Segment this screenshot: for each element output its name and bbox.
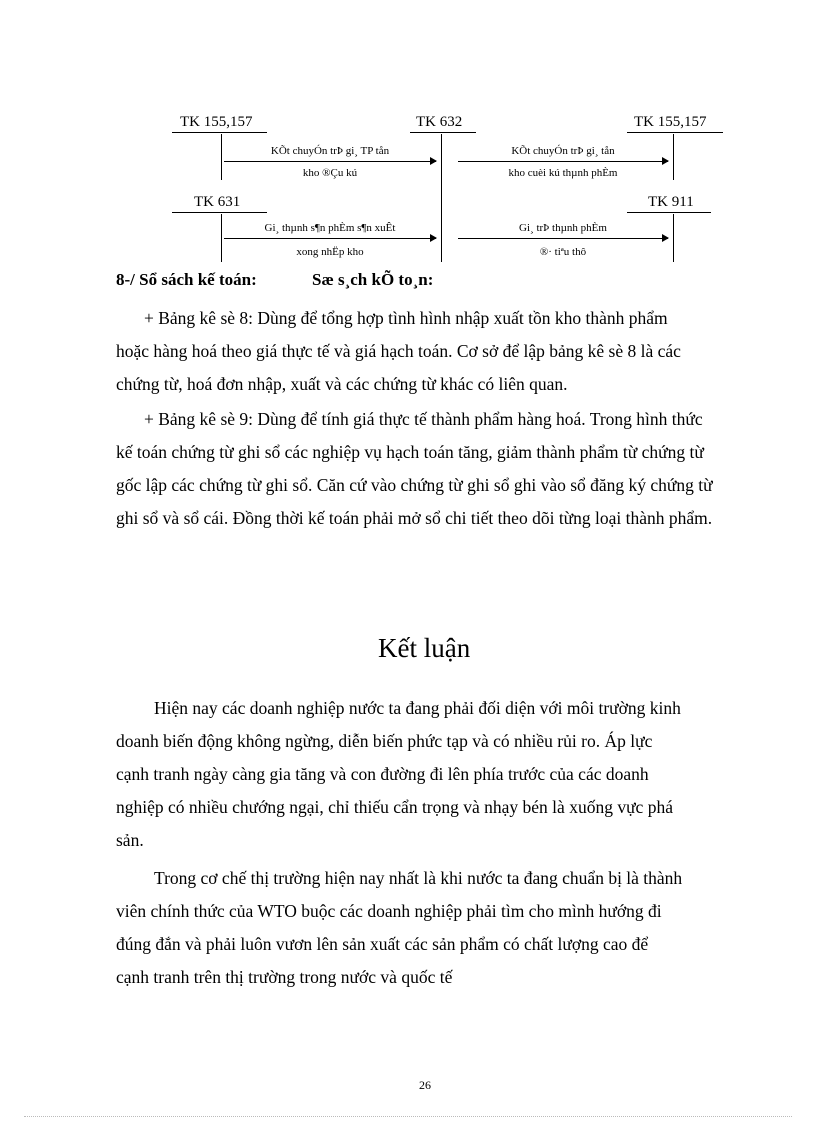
text-line: ghi sổ và sổ cái. Đồng thời kế toán phải mở sổ chi tiết theo dõi từng loại thành phẩm. bbox=[116, 508, 713, 528]
flow2-label-2: kho cuèi kú thµnh phÈm bbox=[508, 167, 618, 179]
flow4-label-2: ®· tiªu thô bbox=[539, 246, 587, 258]
t-account-line bbox=[221, 214, 222, 262]
flow2-arrow bbox=[458, 161, 668, 162]
account-underline bbox=[410, 132, 476, 133]
text-line: đúng đắn và phải luôn vươn lên sản xuất các sản phẩm có chất lượng cao để bbox=[116, 934, 649, 954]
t-account-line bbox=[673, 134, 674, 180]
text-line: Trong cơ chế thị trường hiện nay nhất là khi nước ta đang chuẩn bị là thành bbox=[154, 868, 683, 888]
flow1-label: KÕt chuyÓn trÞ gi¸ TP tån bbox=[270, 145, 390, 157]
conclusion-paragraph-2 bbox=[116, 862, 740, 994]
text-line: cạnh tranh trên thị trường trong nước và quốc tế bbox=[116, 967, 453, 987]
t-account-line bbox=[673, 214, 674, 262]
text-line: chứng từ, hoá đơn nhập, xuất và các chứng từ khác có liên quan. bbox=[116, 374, 568, 394]
t-account-line bbox=[221, 134, 222, 180]
bang-ke-9-paragraph bbox=[116, 403, 740, 535]
text-line: viên chính thức của WTO buộc các doanh nghiệp phải tìm cho mình hướng đi bbox=[116, 901, 662, 921]
account-underline bbox=[627, 132, 723, 133]
account-tk155-right: TK 155,157 bbox=[634, 114, 707, 130]
flow3-label: Gi¸ thµnh s¶n phÈm s¶n xuÊt bbox=[264, 222, 396, 234]
conclusion-title: Kết luận bbox=[378, 633, 471, 663]
account-tk631: TK 631 bbox=[194, 194, 241, 210]
flow1-label-2: kho ®Çu kú bbox=[302, 167, 358, 179]
text-line: sản. bbox=[116, 830, 144, 850]
text-line: nghiệp có nhiều chướng ngại, chỉ thiếu cẩn trọng và nhạy bén là xuống vực phá bbox=[116, 797, 673, 817]
account-tk911: TK 911 bbox=[648, 194, 694, 210]
account-underline bbox=[627, 212, 711, 213]
flow3-label-2: xong nhËp kho bbox=[296, 246, 364, 258]
text-line: gốc lập các chứng từ ghi sổ. Căn cứ vào chứng từ ghi sổ ghi vào sổ đăng ký chứng từ bbox=[116, 475, 713, 495]
flow2-label: KÕt chuyÓn trÞ gi¸ tån bbox=[511, 145, 615, 157]
text-line: Hiện nay các doanh nghiệp nước ta đang phải đối diện với môi trường kinh bbox=[154, 698, 681, 718]
section-heading: 8-/ Sổ sách kế toán: bbox=[116, 270, 257, 289]
section-heading-alt: Sæ s¸ch kÕ to¸n: bbox=[312, 270, 434, 289]
text-line: + Bảng kê sè 8: Dùng để tổng hợp tình hình nhập xuất tồn kho thành phẩm bbox=[144, 308, 668, 328]
page-number: 26 bbox=[419, 1078, 431, 1092]
text-line: hoặc hàng hoá theo giá thực tế và giá hạch toán. Cơ sở để lập bảng kê sè 8 là các bbox=[116, 341, 681, 361]
account-tk155-left: TK 155,157 bbox=[180, 114, 253, 130]
text-line: doanh biến động không ngừng, diễn biến phức tạp và có nhiều rủi ro. Áp lực bbox=[116, 731, 653, 751]
flow3-arrow bbox=[224, 238, 436, 239]
text-line: kế toán chứng từ ghi sổ các nghiệp vụ hạch toán tăng, giảm thành phẩm từ chứng từ bbox=[116, 442, 704, 462]
flow1-arrow bbox=[224, 161, 436, 162]
conclusion-paragraph-1 bbox=[116, 692, 740, 857]
text-line: + Bảng kê sè 9: Dùng để tính giá thực tế thành phẩm hàng hoá. Trong hình thức bbox=[144, 409, 703, 429]
flow4-label: Gi¸ trÞ thµnh phÈm bbox=[519, 222, 607, 234]
account-underline bbox=[172, 132, 267, 133]
flow4-arrow bbox=[458, 238, 668, 239]
t-account-line bbox=[441, 134, 442, 262]
account-underline bbox=[172, 212, 267, 213]
page-footer-rule bbox=[24, 1116, 792, 1117]
account-tk632: TK 632 bbox=[416, 114, 463, 130]
text-line: cạnh tranh ngày càng gia tăng và con đường đi lên phía trước của các doanh bbox=[116, 764, 649, 784]
bang-ke-8-paragraph bbox=[116, 302, 740, 401]
